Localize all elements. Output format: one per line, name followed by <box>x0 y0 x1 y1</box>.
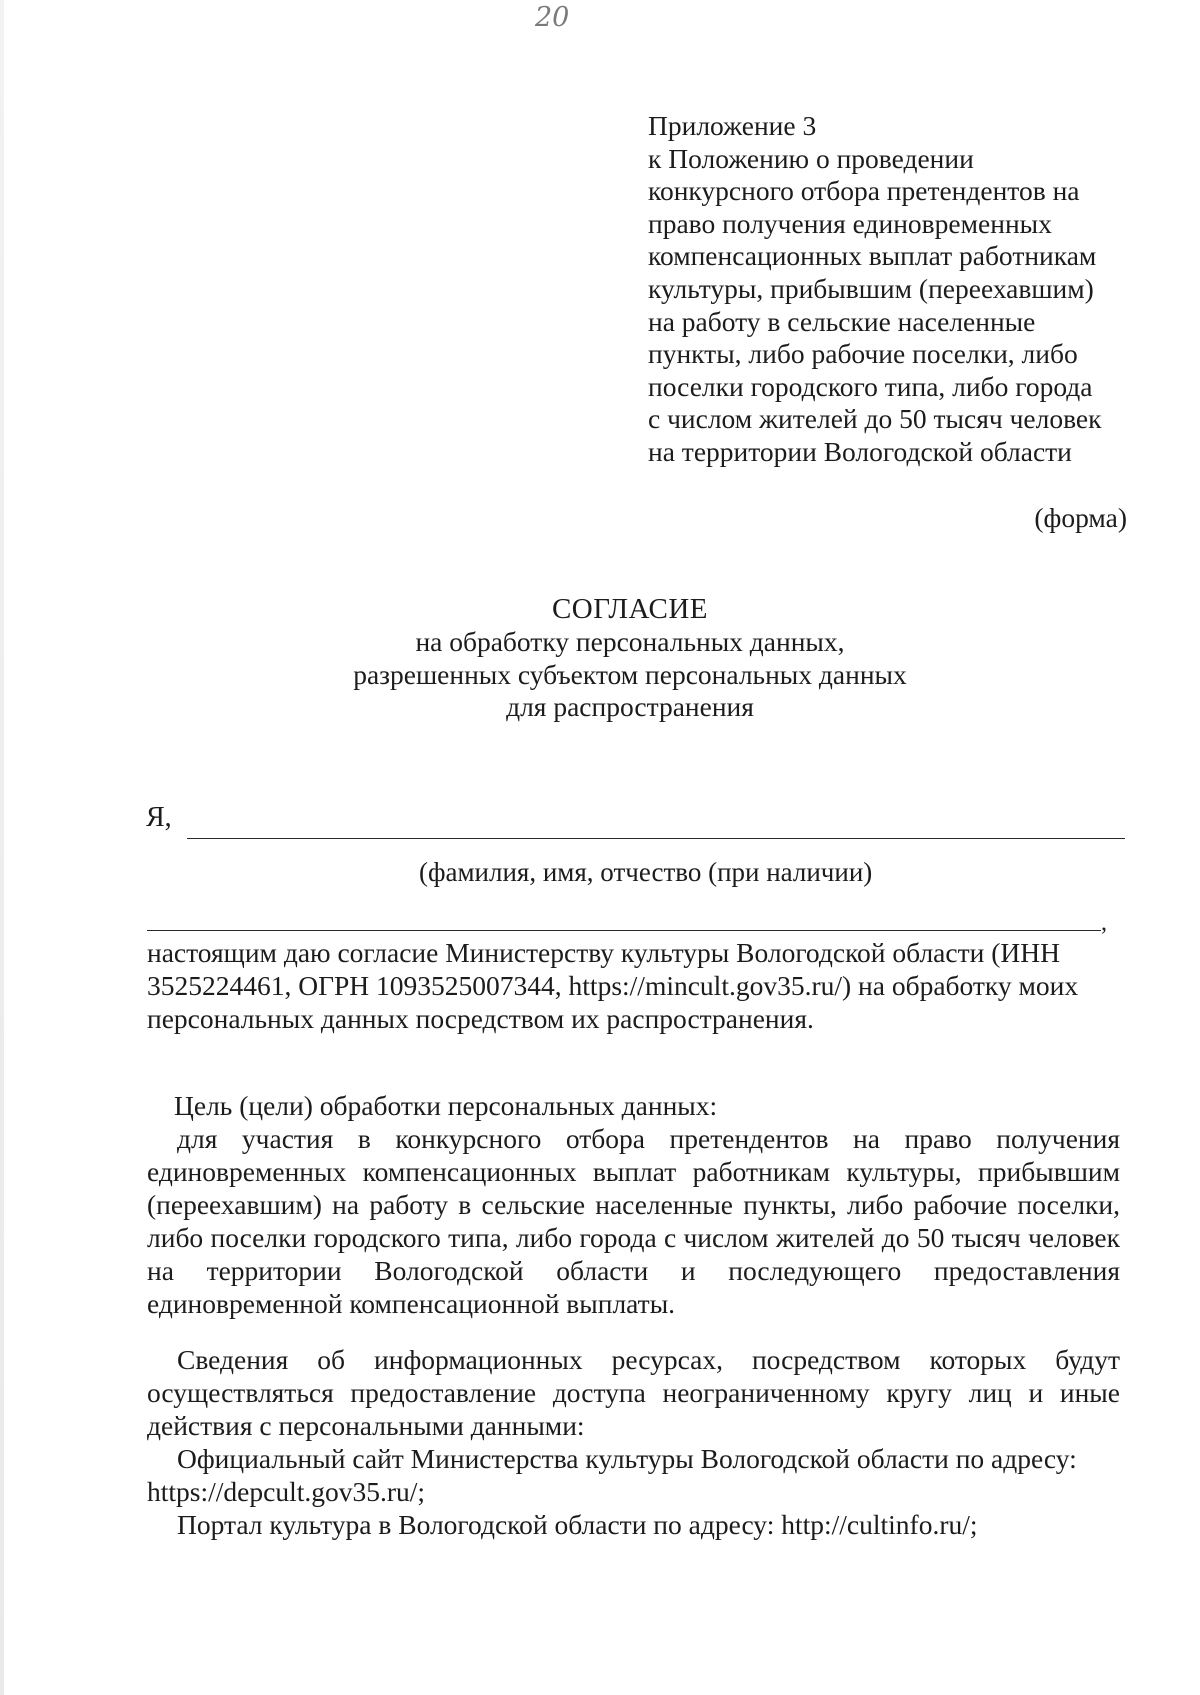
appendix-line: компенсационных выплат работникам <box>648 240 1097 272</box>
appendix-line: право получения единовременных <box>648 207 1052 239</box>
appendix-line: на работу в сельские населенные <box>648 305 1036 337</box>
title-subline: для распространения <box>506 691 754 722</box>
document-title <box>0 592 1200 724</box>
resource-site-cultinfo: Портал культура в Вологодской области по адресу: http://cultinfo.ru/; <box>177 1509 978 1540</box>
consent-paragraph: настоящим даю согласие Министерству культуры Вологодской области (ИНН 3525224461, ОГРН 1093525007344, https://mincult.gov35.ru/) на обработку моих персональных данных посредством их распространения. <box>147 937 1079 1034</box>
appendix-line: к Положению о проведении <box>648 142 974 174</box>
fio-caption: (фамилия, имя, отчество (при наличии) <box>419 857 873 887</box>
appendix-line: поселки городского типа, либо города <box>648 370 1093 402</box>
appendix-line: пункты, либо рабочие поселки, либо <box>648 338 1078 370</box>
page-number: 20 <box>535 2 570 33</box>
ya-label: Я, <box>146 802 172 833</box>
title-subline: на обработку персональных данных, <box>415 626 845 657</box>
appendix-line: с числом жителей до 50 тысяч человек <box>648 403 1102 435</box>
resources-paragraph: Сведения об информационных ресурсах, посредством которых будут осуществляться предоставление доступа неограниченному кругу лиц и иные действия с персональными данными: <box>147 1344 1120 1441</box>
title-subline: разрешенных субъектом персональных данных <box>353 658 907 690</box>
resource-site-depcult: Официальный сайт Министерства культуры Вологодской области по адресу: https://depcult.gov35.ru/; <box>147 1443 1077 1507</box>
appendix-line: конкурсного отбора претендентов на <box>648 175 1080 207</box>
appendix-line: культуры, прибывшим (переехавшим) <box>648 272 1094 304</box>
appendix-line: Приложение 3 <box>648 110 817 141</box>
second-field-line[interactable] <box>147 930 1101 931</box>
form-mark: (форма) <box>1034 502 1127 533</box>
field-comma: , <box>1101 910 1107 936</box>
appendix-line: на территории Вологодской области <box>648 435 1072 467</box>
purpose-paragraph: для участия в конкурсного отбора претендентов на право получения единовременных компенсационных выплат работникам культуры, прибывшим (переехавшим) на работу в сельские населенные пункты, либо рабочие поселки, либо поселки городского типа, либо города с числом жителей до 50 тысяч человек на территории Вологодской области и последующего предоставления единовременной компенсационной выплаты. <box>147 1123 1120 1319</box>
title-main: СОГЛАСИЕ <box>551 593 709 625</box>
appendix-reference <box>648 110 1148 469</box>
name-field-line[interactable] <box>187 838 1125 839</box>
scan-edge <box>0 0 4 1695</box>
purpose-heading: Цель (цели) обработки персональных данных: <box>174 1090 718 1121</box>
